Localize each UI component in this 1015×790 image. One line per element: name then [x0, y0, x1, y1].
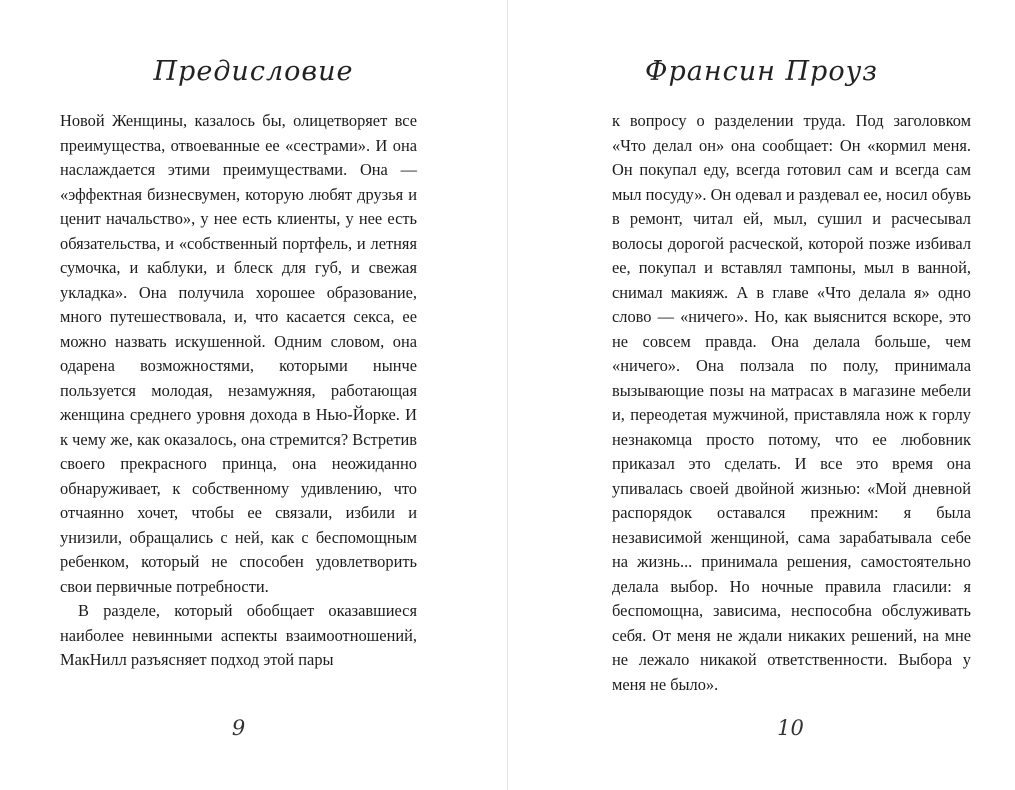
left-page — [0, 0, 507, 790]
left-paragraph-2: В разделе, который обобщает оказавшиеся наиболее невинными аспекты взаимоотношений, МакНилл разъясняет подход этой пары — [60, 601, 417, 669]
running-head-right: Франсин Проуз — [645, 56, 878, 87]
page-number-left: 9 — [231, 716, 246, 740]
right-paragraph-1: к вопросу о разделении труда. Под заголовком «Что делал он» она сообщает: Он «кормил меня. Он покупал еду, всегда готовил сам и всегда сам мыл посуду». Он одевал и раздевал ее, носил обувь в ремонт, читал ей, мыл, сушил и расчесывал волосы дорогой расческой, которой позже избивал ее, покупал и вставлял тампоны, мыл в ванной, снимал макияж. А в главе «Что делала я» одно слово — «ничего». Но, как выяснится вскоре, это не совсем правда. Она делала больше, чем «ничего». Она ползала по полу, принимала вызывающие позы на матрасах в магазине мебели и, переодетая мужчиной, приставляла нож к горлу незнакомца просто потому, что ее любовник приказал это сделать. И все это время она упивалась своей двойной жизнью: «Мой дневной распорядок оставался прежним: я была независимой женщиной, сама зарабатывала себе на жизнь... принимала решения, самостоятельно делала выбор. Но ночные правила гласили: я беспомощна, зависима, неспособна обслуживать себя. От меня не ждали никаких решений, на мне не лежало никакой ответственности. Выбора у меня не было». — [612, 111, 971, 694]
right-page-text — [612, 109, 971, 697]
left-page-text — [60, 109, 417, 673]
left-paragraph-1: Новой Женщины, казалось бы, олицетворяет все преимущества, отвоеванные ее «сестрами». И она наслаждается этими преимуществами. Она — «эффектная бизнесвумен, которую любят друзья и ценит начальство», у нее есть клиенты, у нее есть обязательства, и «собственный портфель, и летняя сумочка, и каблуки, и блеск для губ, и свежая укладка». Она получила хорошее образование, много путешествовала, и, что касается секса, ее можно назвать искушенной. Одним словом, она одарена возможностями, которыми нынче пользуется молодая, незамужняя, работающая женщина среднего уровня дохода в Нью-Йорке. И к чему же, как оказалось, она стремится? Встретив своего прекрасного принца, она неожиданно обнаруживает, к собственному удивлению, что отчаянно хочет, чтобы ее связали, избили и унизили, обращались с ней, как с беспомощным ребенком, который не способен удовлетворить свои первичные потребности. — [60, 111, 417, 596]
right-page — [508, 0, 1015, 790]
running-head-left: Предисловие — [153, 56, 354, 87]
page-number-right: 10 — [777, 716, 804, 740]
